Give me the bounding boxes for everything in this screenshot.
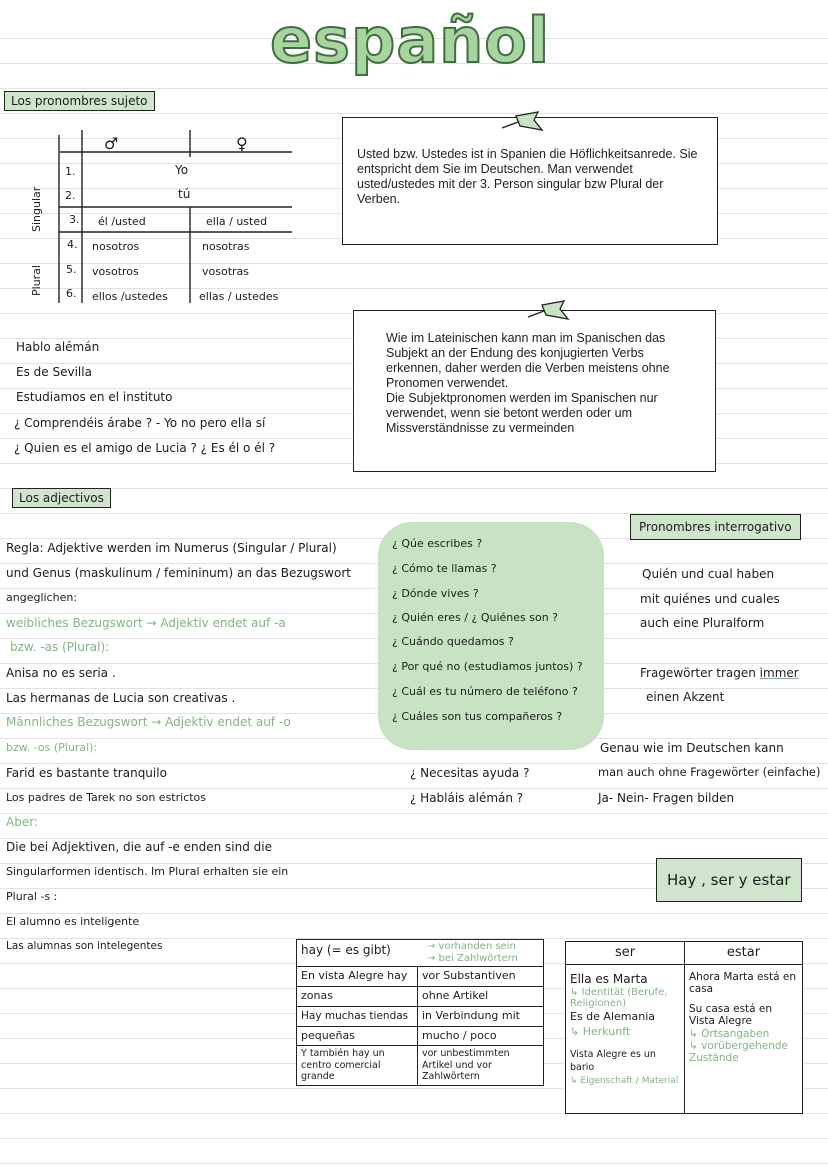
section-heading-hay-ser-estar: Hay , ser y estar	[656, 858, 802, 902]
plural-label: Plural	[30, 265, 43, 296]
estar-example: Su casa está en Vista Alegre	[689, 1002, 773, 1027]
section-heading-adjectivos: Los adjectivos	[12, 488, 111, 508]
feminine-rule: weibliches Bezugswort → Adjektiv endet auf -a	[6, 616, 286, 630]
female-symbol: ♀	[236, 134, 248, 153]
ser-estar-table	[565, 941, 803, 1114]
male-symbol: ♂	[104, 134, 119, 153]
adjective-example: Las hermanas de Lucia son creativas .	[6, 691, 236, 705]
ser-example: Vista Alegre es un bario	[570, 1049, 656, 1074]
question-item: ¿ Dónde vives ?	[392, 587, 479, 600]
interrogativo-note: auch eine Pluralform	[640, 616, 765, 630]
aber-label: Aber:	[6, 815, 38, 829]
hay-note: → bei Zahlwörtern	[427, 953, 518, 964]
pronoun-row-num: 5.	[66, 263, 77, 276]
adjective-note: Die bei Adjektiven, die auf -e enden sind die	[6, 840, 272, 854]
question-item: ¿ Cómo te llamas ?	[392, 562, 497, 575]
page-title: español	[270, 4, 551, 77]
adjective-example: Las alumnas son intelegentes	[6, 940, 163, 952]
example-sentence: Es de Sevilla	[16, 365, 92, 379]
pronoun-tu: tú	[178, 187, 191, 201]
rule-line: angeglichen:	[6, 591, 78, 604]
adjective-note: Plural -s :	[6, 890, 58, 903]
pronoun-row-num: 1.	[65, 165, 76, 178]
example-sentence: ¿ Comprendéis árabe ? - Yo no pero ella sí	[14, 416, 266, 430]
info-box-usted	[342, 117, 718, 245]
rule-line: und Genus (maskulinum / femininum) an das Bezugswort	[6, 566, 351, 580]
pronoun-female-3: ella / usted	[206, 215, 268, 228]
ser-note: ↳ Herkunft	[570, 1024, 631, 1038]
estar-note: ↳ Ortsangaben	[689, 1027, 770, 1040]
hay-note: → vorhanden sein	[427, 941, 516, 952]
question-item: ¿ Qúe escribes ?	[392, 537, 483, 550]
question-item: ¿ Cuáles son tus compañeros ?	[392, 710, 563, 723]
yesno-question: ¿ Necesitas ayuda ?	[410, 766, 530, 780]
interrogativo-note-accent	[640, 666, 799, 680]
section-heading-pronombres: Los pronombres sujeto	[4, 91, 155, 111]
hay-example: pequeñas	[297, 1026, 418, 1046]
pronoun-female-5: vosotras	[202, 265, 250, 278]
interrogativo-note: mit quiénes und cuales	[640, 592, 780, 606]
adjective-example: Anisa no es seria .	[6, 666, 116, 680]
ser-header: ser	[566, 942, 685, 965]
estar-example: Ahora Marta está en casa	[689, 970, 796, 995]
adjective-example: El alumno es inteligente	[6, 915, 140, 928]
question-item: ¿ Cuándo quedamos ?	[392, 635, 514, 648]
hay-table-header	[297, 940, 544, 967]
hay-usage: in Verbindung mit	[418, 1006, 544, 1026]
adjective-example: Farid es bastante tranquilo	[6, 766, 167, 780]
interrogativo-note: Quién und cual haben	[642, 567, 775, 581]
interrogativo-note: Fragewörter tragen	[640, 666, 756, 680]
pronoun-male-3: él /usted	[98, 215, 146, 228]
info-box-subject-p2: Die Subjektpronomen werden im Spanischen nur verwendet, wenn sie betont werden oder um Missverständnisse zu vermeinden	[386, 391, 658, 435]
question-item: ¿ Por qué no (estudiamos juntos) ?	[392, 660, 583, 673]
pronoun-male-6: ellos /ustedes	[92, 290, 168, 303]
pronoun-row-num: 2.	[65, 189, 76, 202]
info-box-subject	[353, 310, 716, 472]
ser-example: Es de Alemania	[570, 1009, 655, 1023]
hay-table	[296, 939, 544, 1086]
pin-icon	[524, 297, 576, 325]
question-item: ¿ Quién eres / ¿ Quiénes son ?	[392, 611, 559, 624]
ser-column	[566, 964, 685, 1113]
hay-usage: ohne Artikel	[418, 986, 544, 1006]
info-box-subject-p1: Wie im Lateinischen kann man im Spanischen das Subjekt an der Endung des konjugierten Verbs erkennen, daher werden die Verben meistens ohne Pronomen verwendet.	[386, 331, 670, 390]
ser-example: Ella es Marta	[570, 971, 648, 986]
interrogativo-note: Ja- Nein- Fragen bilden	[598, 791, 735, 805]
estar-header: estar	[685, 942, 803, 965]
interrogativo-note: einen Akzent	[646, 690, 725, 704]
pronoun-row-num: 3.	[69, 213, 80, 226]
adjective-note: Singularformen identisch. Im Plural erhalten sie ein	[6, 865, 289, 878]
ser-note: ↳ Eigenschaft / Material	[570, 1076, 679, 1087]
pronoun-female-4: nosotras	[202, 240, 250, 253]
info-box-usted-text: Usted bzw. Ustedes ist in Spanien die Höflichkeitsanrede. Sie entspricht dem Sie im Deutschen. Man verwendet usted/ustedes mit der 3. Person singular bzw Plural der Verben.	[357, 147, 698, 206]
rule-line: Regla: Adjektive werden im Numerus (Singular / Plural)	[6, 541, 337, 555]
example-sentence: Estudiamos en el instituto	[16, 390, 173, 404]
interrogativo-note: man auch ohne Fragewörter (einfache)	[598, 765, 821, 779]
hay-usage: vor unbestimmten Artikel und vor Zahlwörtern	[418, 1046, 544, 1085]
feminine-rule: bzw. -as (Plural):	[10, 640, 110, 654]
question-item: ¿ Cuál es tu número de teléfono ?	[392, 685, 578, 698]
hay-example: Hay muchas tiendas	[297, 1006, 418, 1026]
pronoun-female-6: ellas / ustedes	[199, 290, 279, 303]
estar-column	[685, 964, 803, 1113]
pronoun-row-num: 4.	[67, 238, 78, 251]
example-sentence: Hablo alémán	[16, 340, 100, 354]
hay-usage: vor Substantiven	[418, 967, 544, 987]
pin-icon	[498, 108, 550, 136]
hay-example: Y también hay un centro comercial grande	[297, 1046, 418, 1085]
pronoun-yo: Yo	[175, 163, 189, 177]
hay-header-label: hay (= es gibt)	[301, 943, 391, 957]
masculine-rule: Männliches Bezugswort → Adjektiv endet auf -o	[6, 715, 291, 729]
singular-label: Singular	[30, 186, 43, 232]
hay-usage: mucho / poco	[418, 1026, 544, 1046]
example-sentence: ¿ Quien es el amigo de Lucia ? ¿ Es él o él ?	[14, 441, 276, 455]
adjective-example: Los padres de Tarek no son estrictos	[6, 791, 207, 804]
hay-example: En vista Alegre hay	[297, 967, 418, 987]
yesno-question: ¿ Habláis alémán ?	[410, 791, 524, 805]
ser-note: ↳ Identität (Berufe, Religionen)	[570, 986, 668, 1010]
hay-example: zonas	[297, 986, 418, 1006]
interrogativo-immer: immer	[759, 666, 799, 680]
interrogativo-note: Genau wie im Deutschen kann	[600, 741, 784, 755]
pronoun-row-num: 6.	[66, 287, 77, 300]
pronoun-male-5: vosotros	[92, 265, 139, 278]
estar-note: ↳ vorübergehende Zustände	[689, 1039, 789, 1064]
masculine-rule: bzw. -os (Plural):	[6, 741, 98, 754]
section-heading-interrogativo: Pronombres interrogativo	[630, 514, 801, 540]
pronoun-male-4: nosotros	[92, 240, 140, 253]
